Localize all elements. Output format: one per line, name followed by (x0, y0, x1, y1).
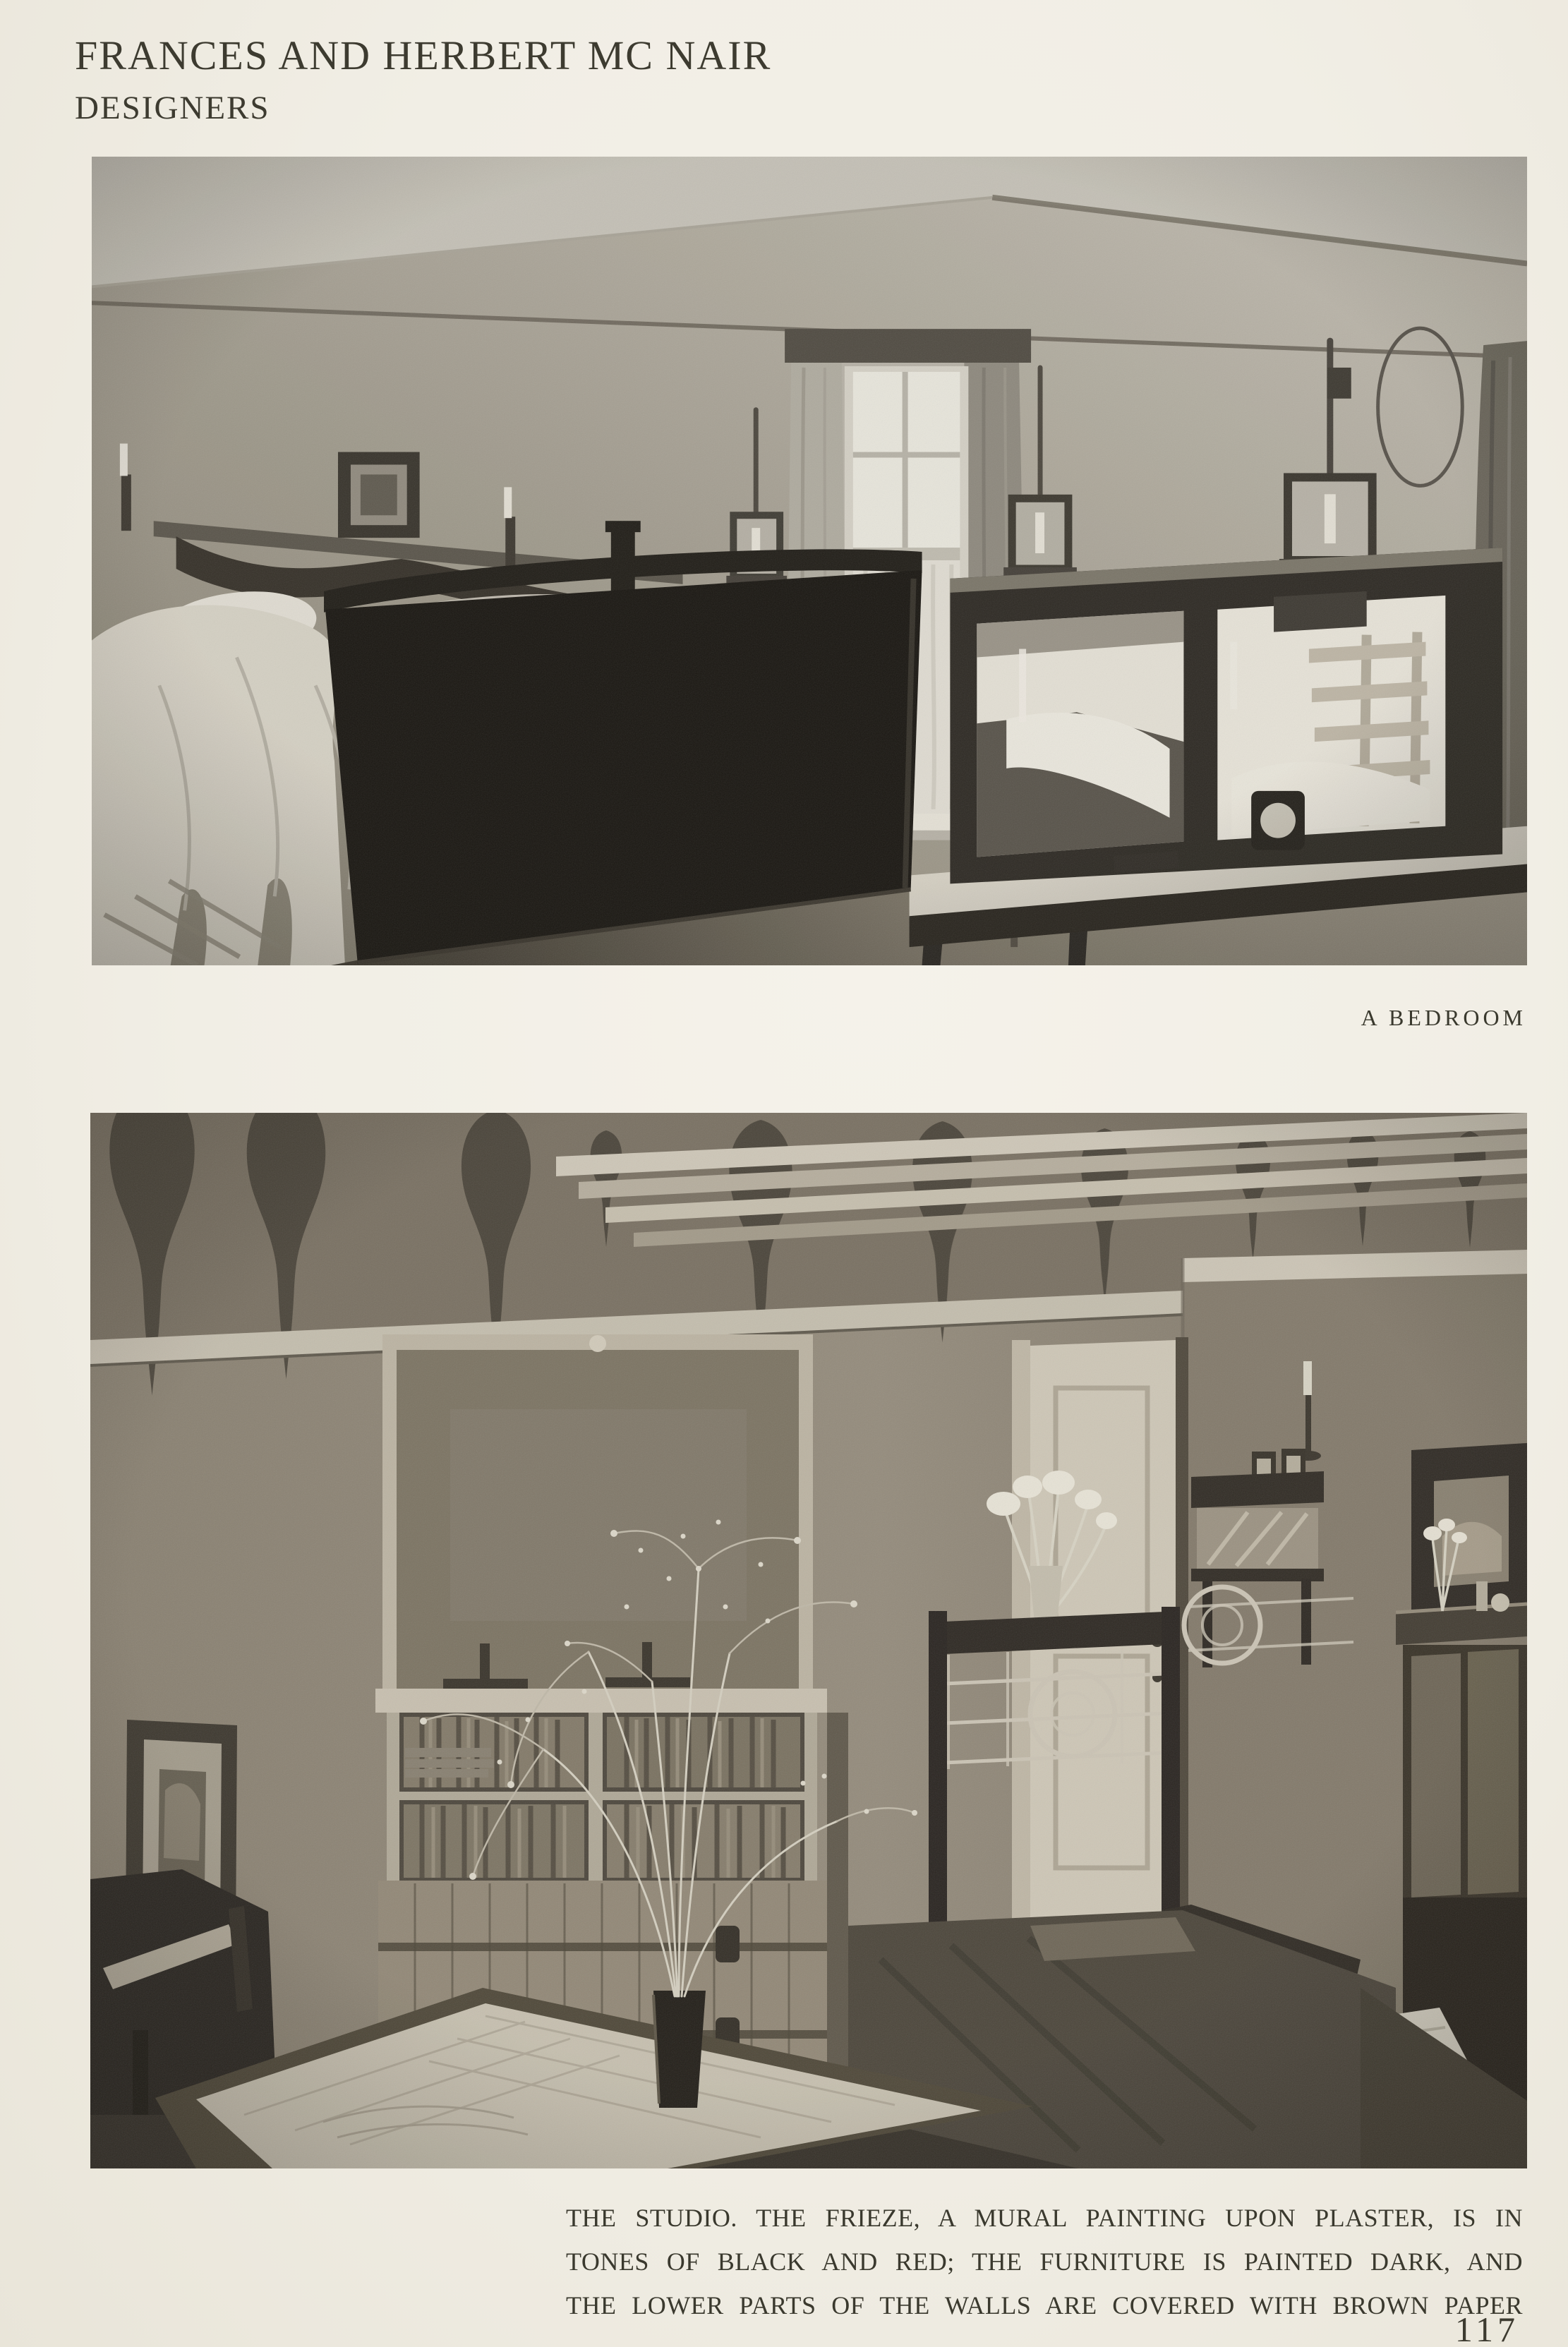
photo-grain (90, 1113, 1527, 2168)
bedroom-photo-art (92, 157, 1527, 965)
studio-caption-line2: TONES OF BLACK AND RED; THE FURNITURE IS PAINTED DARK, AND (566, 2248, 1523, 2276)
studio-caption-line1: THE STUDIO. THE FRIEZE, A MURAL PAINTING UPON PLASTER, IS IN (566, 2204, 1523, 2232)
studio-caption-line3: THE LOWER PARTS OF THE WALLS ARE COVERED WITH BROWN PAPER (566, 2291, 1523, 2319)
page-number: 117 (1454, 2310, 1519, 2347)
bedroom-photograph (92, 157, 1527, 965)
page-header (75, 32, 772, 126)
studio-caption (566, 2196, 1523, 2327)
page-title: FRANCES AND HERBERT MC NAIR (75, 32, 772, 78)
bedroom-caption: A BEDROOM (1361, 1005, 1526, 1030)
photo-grain (92, 157, 1527, 965)
page-subtitle: DESIGNERS (75, 90, 270, 126)
studio-photograph (90, 1113, 1527, 2168)
studio-photo-art (90, 1113, 1527, 2168)
